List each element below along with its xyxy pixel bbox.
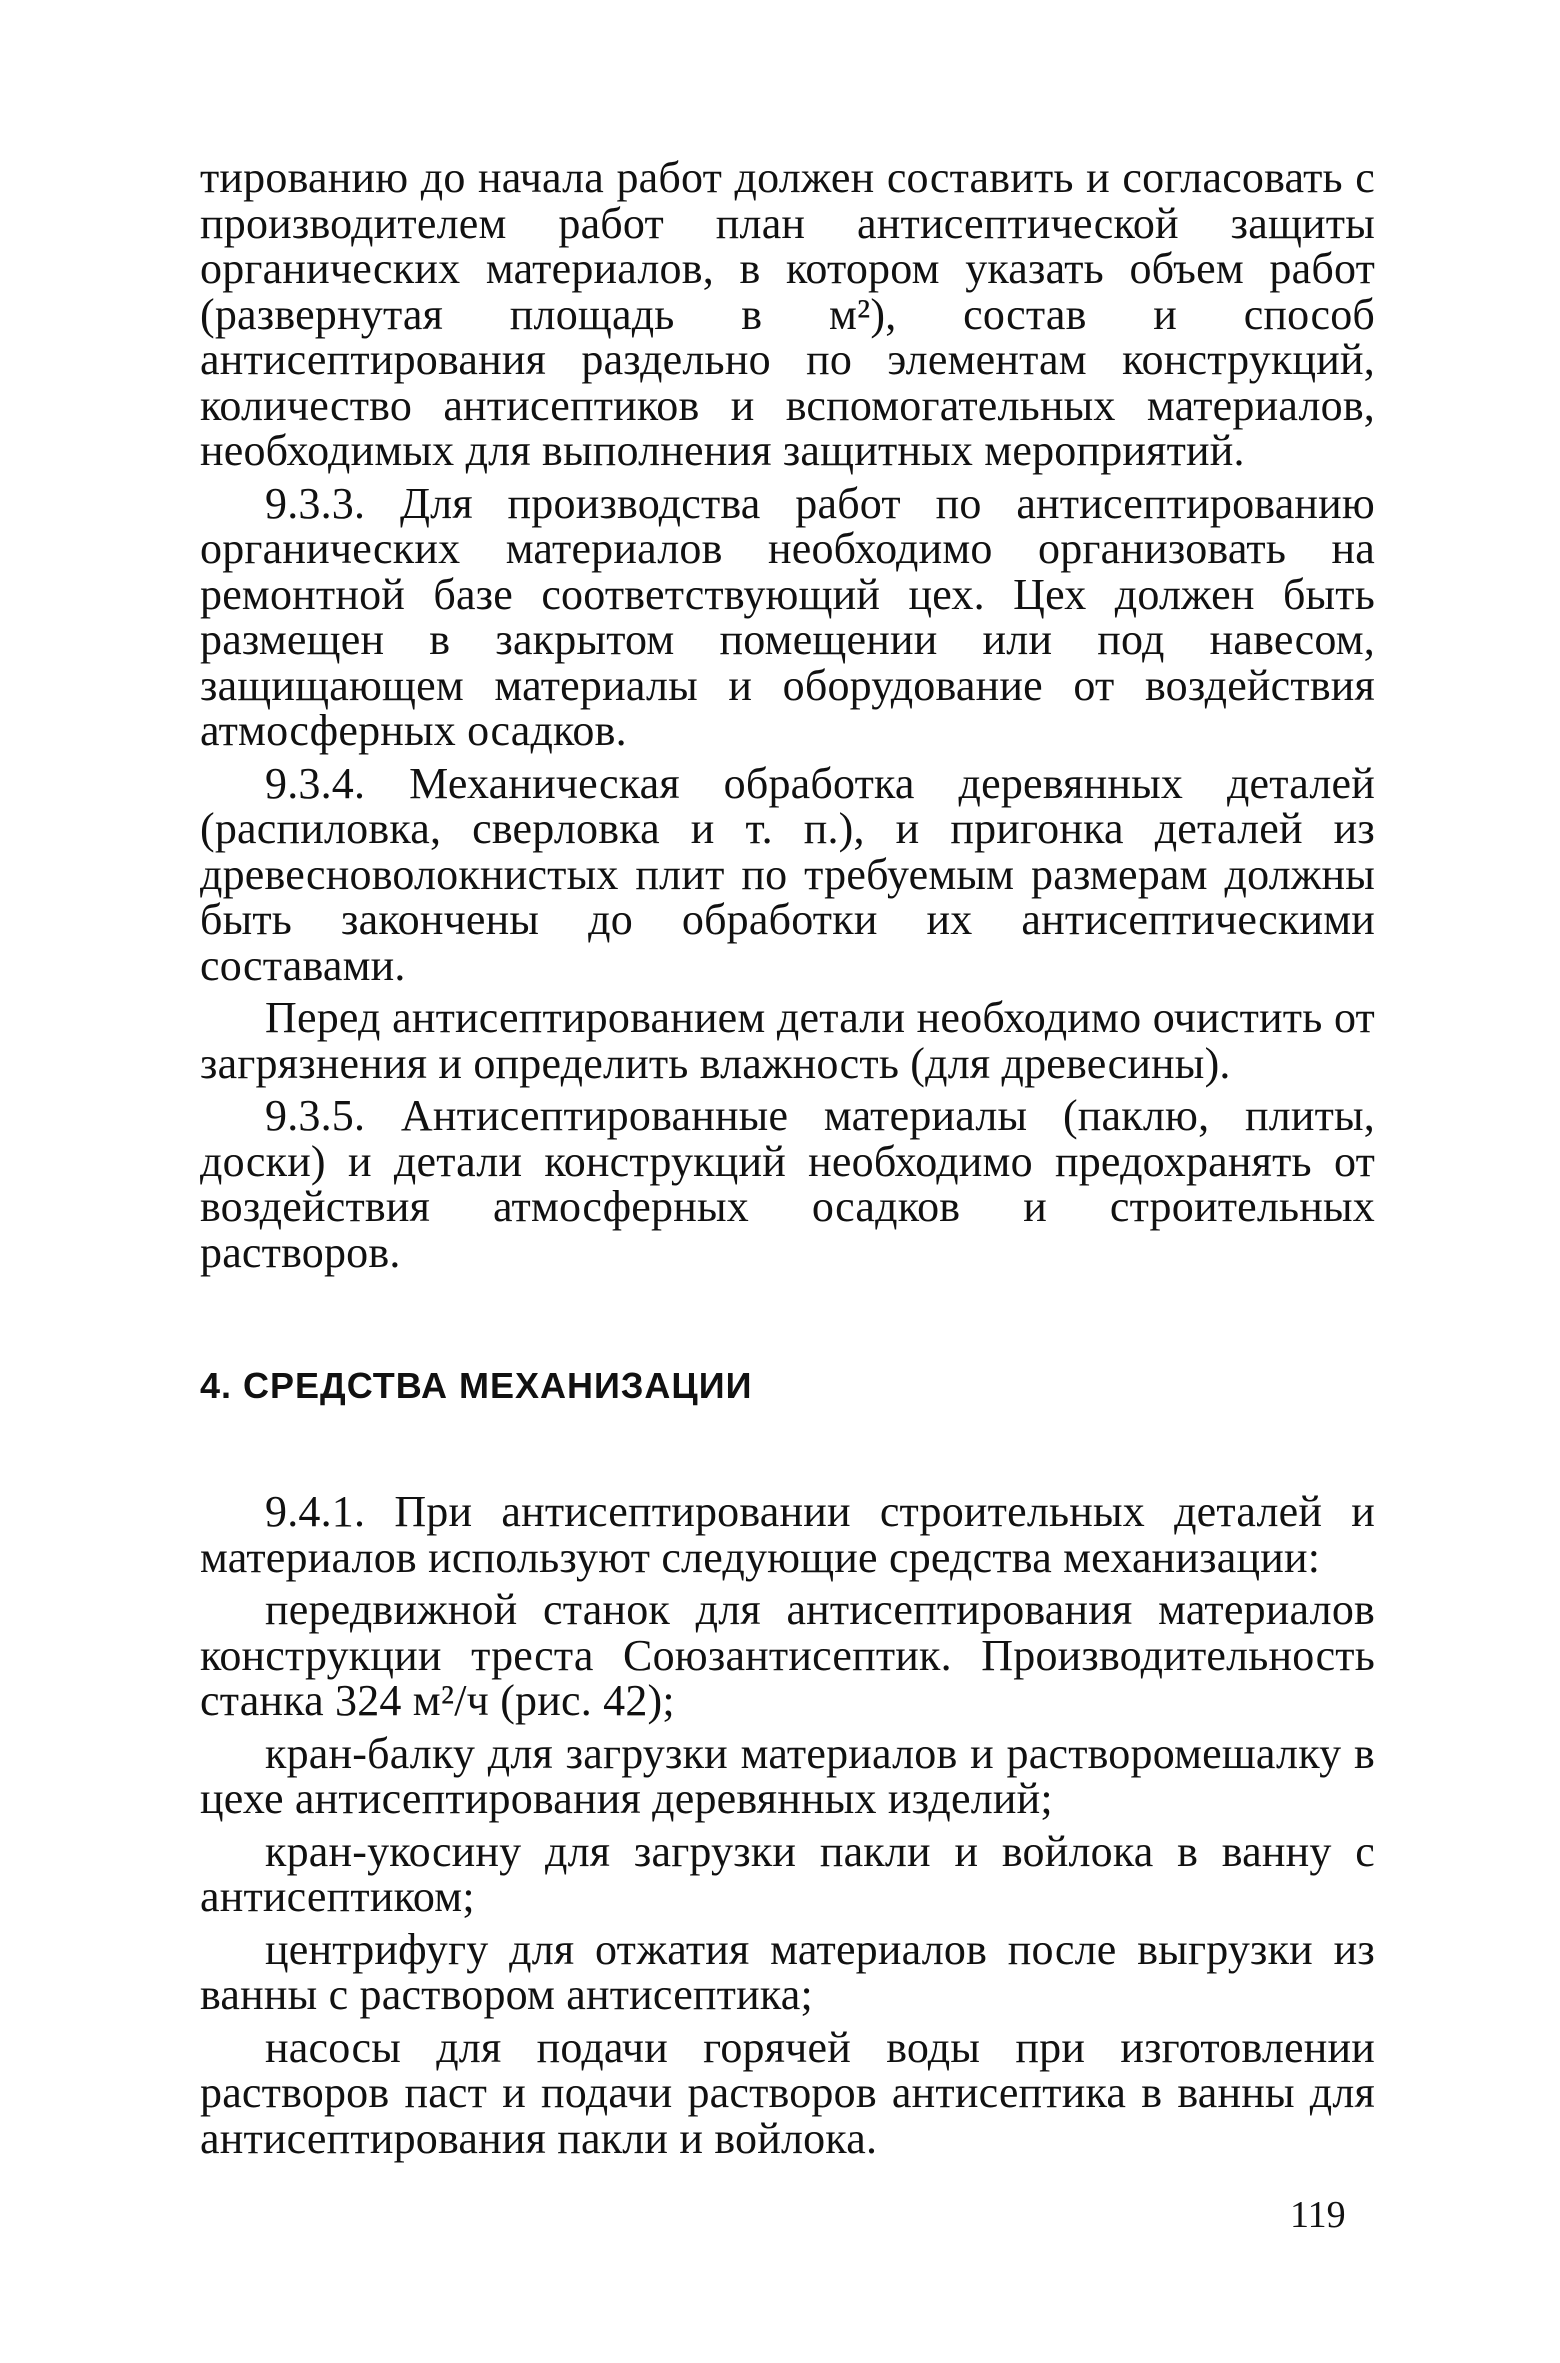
paragraph-9-3-3: 9.3.3. Для производства работ по антисептированию органических материалов необходимо организовать на ремонтной базе соответствующий цех. Цех должен быть размещен в закрытом помещении или под навесом, защищающем материалы и оборудование от воздействия атмосферных осадков. (200, 478, 1375, 755)
paragraph-9-3-5: 9.3.5. Антисептированные материалы (паклю, плиты, доски) и детали конструкций необходимо предохранять от воздействия атмосферных осадков и строительных растворов. (200, 1091, 1375, 1277)
list-item: центрифугу для отжатия материалов после выгрузки из ванны с раствором антисептика; (200, 1924, 1375, 2019)
paragraph-continuation: тированию до начала работ должен составить и согласовать с производителем работ план антисептической защиты органических материалов, в котором указать объем работ (развернутая площадь в м²), состав и способ антисептирования раздельно по элементам конструкций, количество антисептиков и вспомогательных материалов, необходимых для выполнения защитных мероприятий. (200, 153, 1375, 475)
list-item: кран-укосину для загрузки пакли и войлока в ванну с антисептиком; (200, 1826, 1375, 1921)
page-number: 119 (1290, 2194, 1346, 2236)
paragraph-cleaning: Перед антисептированием детали необходимо очистить от загрязнения и определить влажность (для древесины). (200, 993, 1375, 1088)
section-heading: 4. СРЕДСТВА МЕХАНИЗАЦИИ (200, 1365, 753, 1406)
list-item: передвижной станок для антисептирования материалов конструкции треста Союзантисептик. Производительность станка 324 м²/ч (рис. 42); (200, 1585, 1375, 1725)
paragraph-9-4-1: 9.4.1. При антисептировании строительных деталей и материалов используют следующие средства механизации: (200, 1487, 1375, 1582)
list-item: насосы для подачи горячей воды при изготовлении растворов паст и подачи растворов антисептика в ванны для антисептирования пакли и войлока. (200, 2022, 1375, 2163)
paragraph-9-3-4: 9.3.4. Механическая обработка деревянных деталей (распиловка, сверловка и т. п.), и пригонка деталей из древесноволокнистых плит по требуемым размерам должны быть закончены до обработки их антисептическими составами. (200, 758, 1375, 990)
list-item: кран-балку для загрузки материалов и растворомешалку в цехе антисептирования деревянных изделий; (200, 1728, 1375, 1823)
document-page (200, 155, 1375, 2161)
